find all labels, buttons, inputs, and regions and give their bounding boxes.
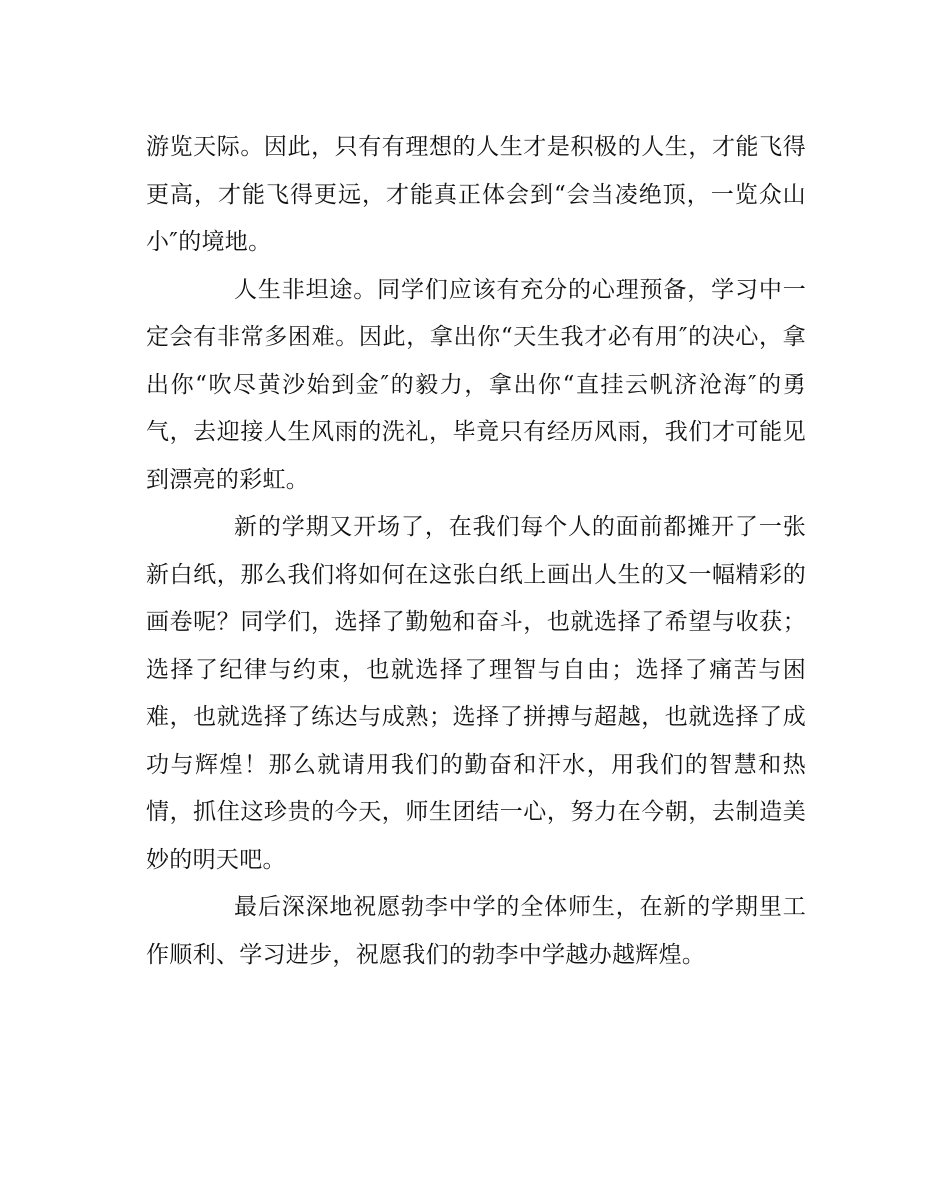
paragraph-4: 最后深深地祝愿勃李中学的全体师生，在新的学期里工作顺利、学习进步，祝愿我们的勃李中学越办越辉煌。 [146, 894, 806, 968]
document-body [146, 124, 806, 979]
paragraph-3: 新的学期又开场了，在我们每个人的面前都摊开了一张新白纸，那么我们将如何在这张白纸上画出人生的又一幅精彩的画卷呢？同学们，选择了勤勉和奋斗，也就选择了希望与收获；选择了纪律与约束，也就选择了理智与自由；选择了痛苦与困难，也就选择了练达与成熟；选择了拼搏与超越，也就选择了成功与辉煌！那么就请用我们的勤奋和汗水，用我们的智慧和热情，抓住这珍贵的今天，师生团结一心，努力在今朝，去制造美妙的明天吧。 [146, 514, 806, 873]
paragraph-2: 人生非坦途。同学们应该有充分的心理预备，学习中一定会有非常多困难。因此，拿出你“天生我才必有用″的决心，拿出你“吹尽黄沙始到金″的毅力，拿出你“直挂云帆济沧海″的勇气，去迎接人生风雨的洗礼，毕竟只有经历风雨，我们才可能见到漂亮的彩虹。 [146, 276, 806, 493]
paragraph-1: 游览天际。因此，只有有理想的人生才是积极的人生，才能飞得更高，才能飞得更远，才能真正体会到“会当凌绝顶，一览众山小″的境地。 [146, 134, 806, 255]
